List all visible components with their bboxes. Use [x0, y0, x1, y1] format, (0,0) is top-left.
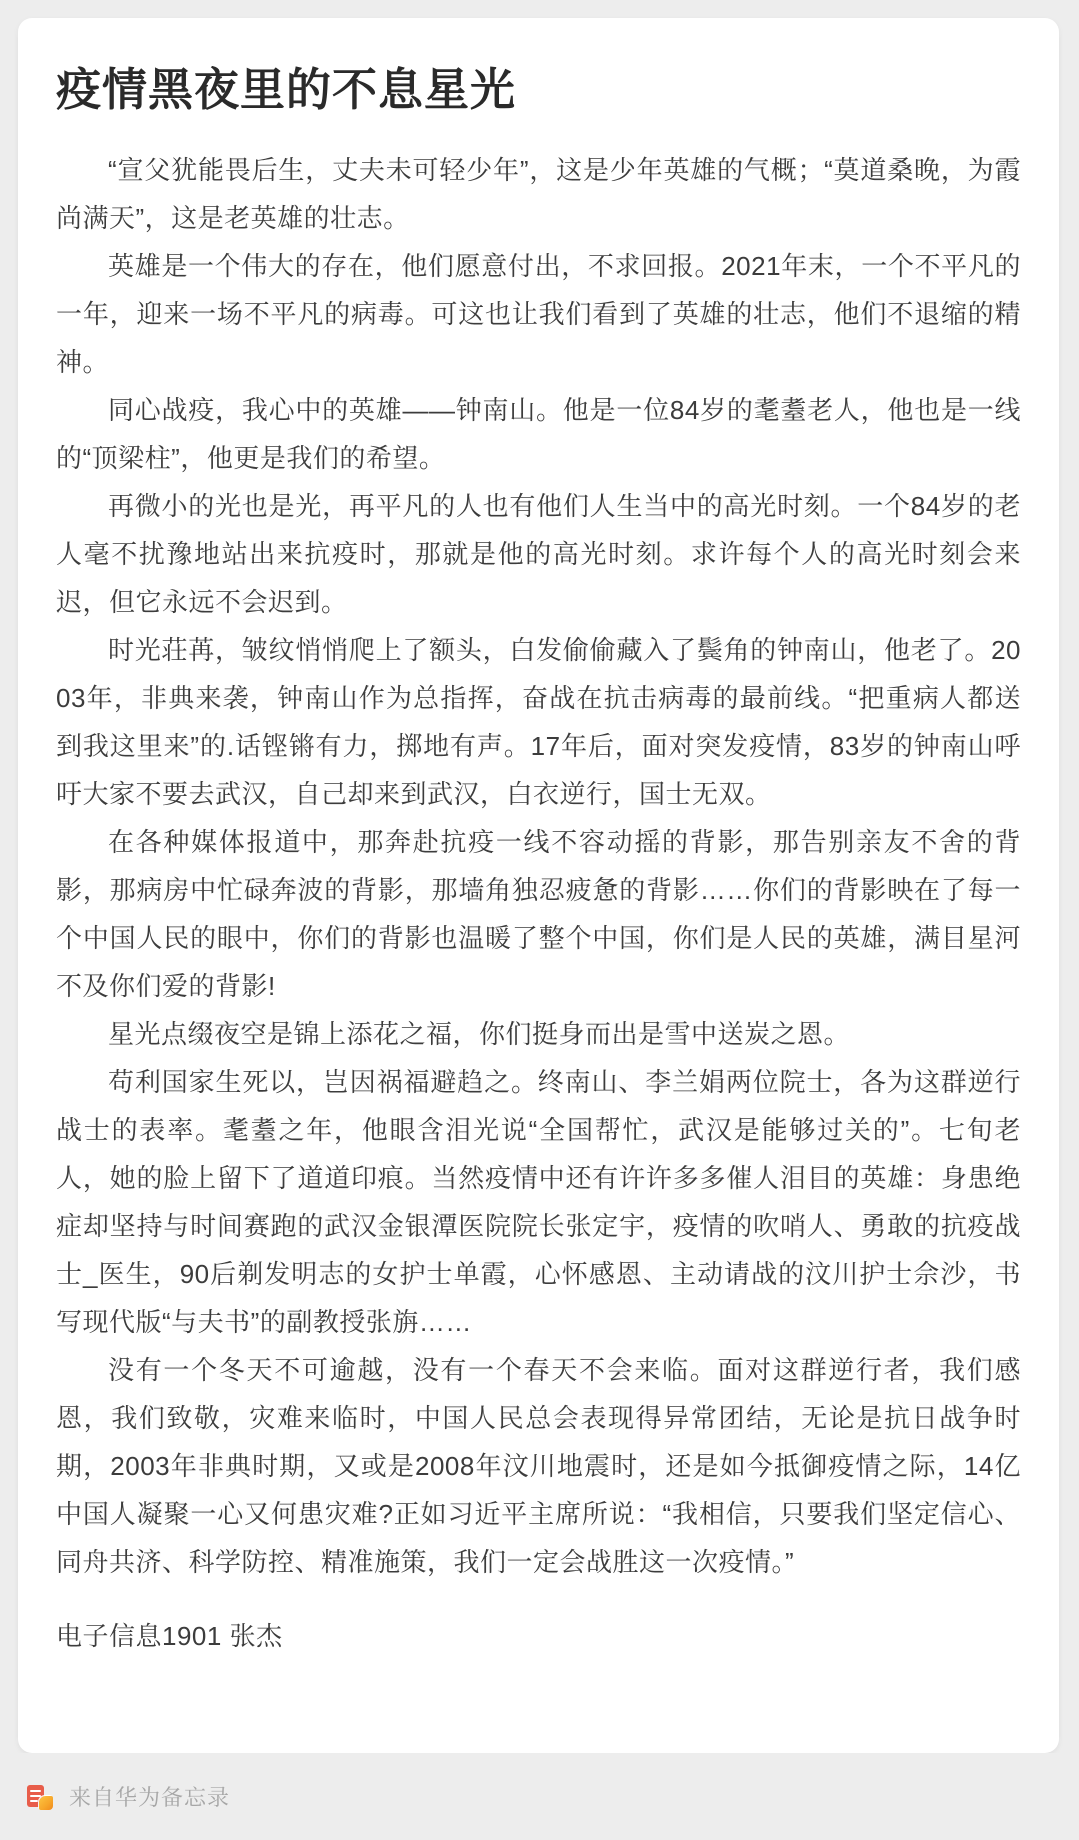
note-paragraph: 在各种媒体报道中，那奔赴抗疫一线不容动摇的背影，那告别亲友不舍的背影，那病房中忙碌奔波的背影，那墙角独忍疲惫的背影……你们的背影映在了每一个中国人民的眼中，你们的背影也温暖了整个中国，你们是人民的英雄，满目星河不及你们爱的背影!: [56, 827, 1021, 1002]
note-body: [56, 146, 1021, 1586]
note-paragraph: 星光点缀夜空是锦上添花之福，你们挺身而出是雪中送炭之恩。: [108, 1019, 851, 1050]
note-paragraph: 时光荘苒，皱纹悄悄爬上了额头，白发偷偷藏入了鬓角的钟南山，他老了。2003年，非典来袭，钟南山作为总指挥，奋战在抗击病毒的最前线。“把重病人都送到我这里来”的.话铿锵有力，掷地有声。17年后，面对突发疫情，83岁的钟南山呼吁大家不要去武汉，自己却来到武汉，白衣逆行，国士无双。: [56, 635, 1021, 810]
note-signature: 电子信息1901 张杰: [56, 1621, 283, 1652]
note-paragraph: 没有一个冬天不可逾越，没有一个春天不会来临。面对这群逆行者，我们感恩，我们致敬，灾难来临时，中国人民总会表现得异常团结，无论是抗日战争时期，2003年非典时期，又或是2008年汶川地震时，还是如今抵御疫情之际，14亿中国人凝聚一心又何患灾难?正如习近平主席所说：“我相信，只要我们坚定信心、同舟共济、科学防控、精准施策，我们一定会战胜这一次疫情。”: [56, 1355, 1021, 1578]
footer-source[interactable]: [0, 1753, 1079, 1840]
note-paragraph: “宣父犹能畏后生，丈夫未可轻少年”，这是少年英雄的气概；“莫道桑晚，为霞尚满天”，这是老英雄的壮志。: [56, 155, 1021, 234]
note-paragraph: 再微小的光也是光，再平凡的人也有他们人生当中的高光时刻。一个84岁的老人毫不扰豫地站出来抗疫时，那就是他的高光时刻。求许每个人的高光时刻会来迟，但它永远不会迟到。: [56, 491, 1021, 618]
note-paragraph: 苟利国家生死以，岂因祸福避趋之。终南山、李兰娟两位院士，各为这群逆行战士的表率。耄耋之年，他眼含泪光说“全国帮忙，武汉是能够过关的”。七旬老人，她的脸上留下了道道印痕。当然疫情中还有许许多多催人泪目的英雄：身患绝症却坚持与时间赛跑的武汉金银潭医院院长张定宇，疫情的吹哨人、勇敢的抗疫战士_医生，90后剃发明志的女护士单霞，心怀感恩、主动请战的汶川护士佘沙，书写现代版“与夫书”的副教授张旃……: [56, 1067, 1021, 1338]
note-title: 疫情黑夜里的不息星光: [56, 64, 517, 115]
note-card: [18, 18, 1059, 1753]
huawei-memo-icon: [27, 1784, 53, 1810]
note-paragraph: 同心战疫，我心中的英雄——钟南山。他是一位84岁的耄耋老人，他也是一线的“顶梁柱”，他更是我们的希望。: [56, 395, 1021, 474]
note-paragraph: 英雄是一个伟大的存在，他们愿意付出，不求回报。2021年末，一个不平凡的一年，迎来一场不平凡的病毒。可这也让我们看到了英雄的壮志，他们不退缩的精神。: [56, 251, 1021, 378]
footer-source-label: 来自华为备忘录: [69, 1785, 231, 1810]
